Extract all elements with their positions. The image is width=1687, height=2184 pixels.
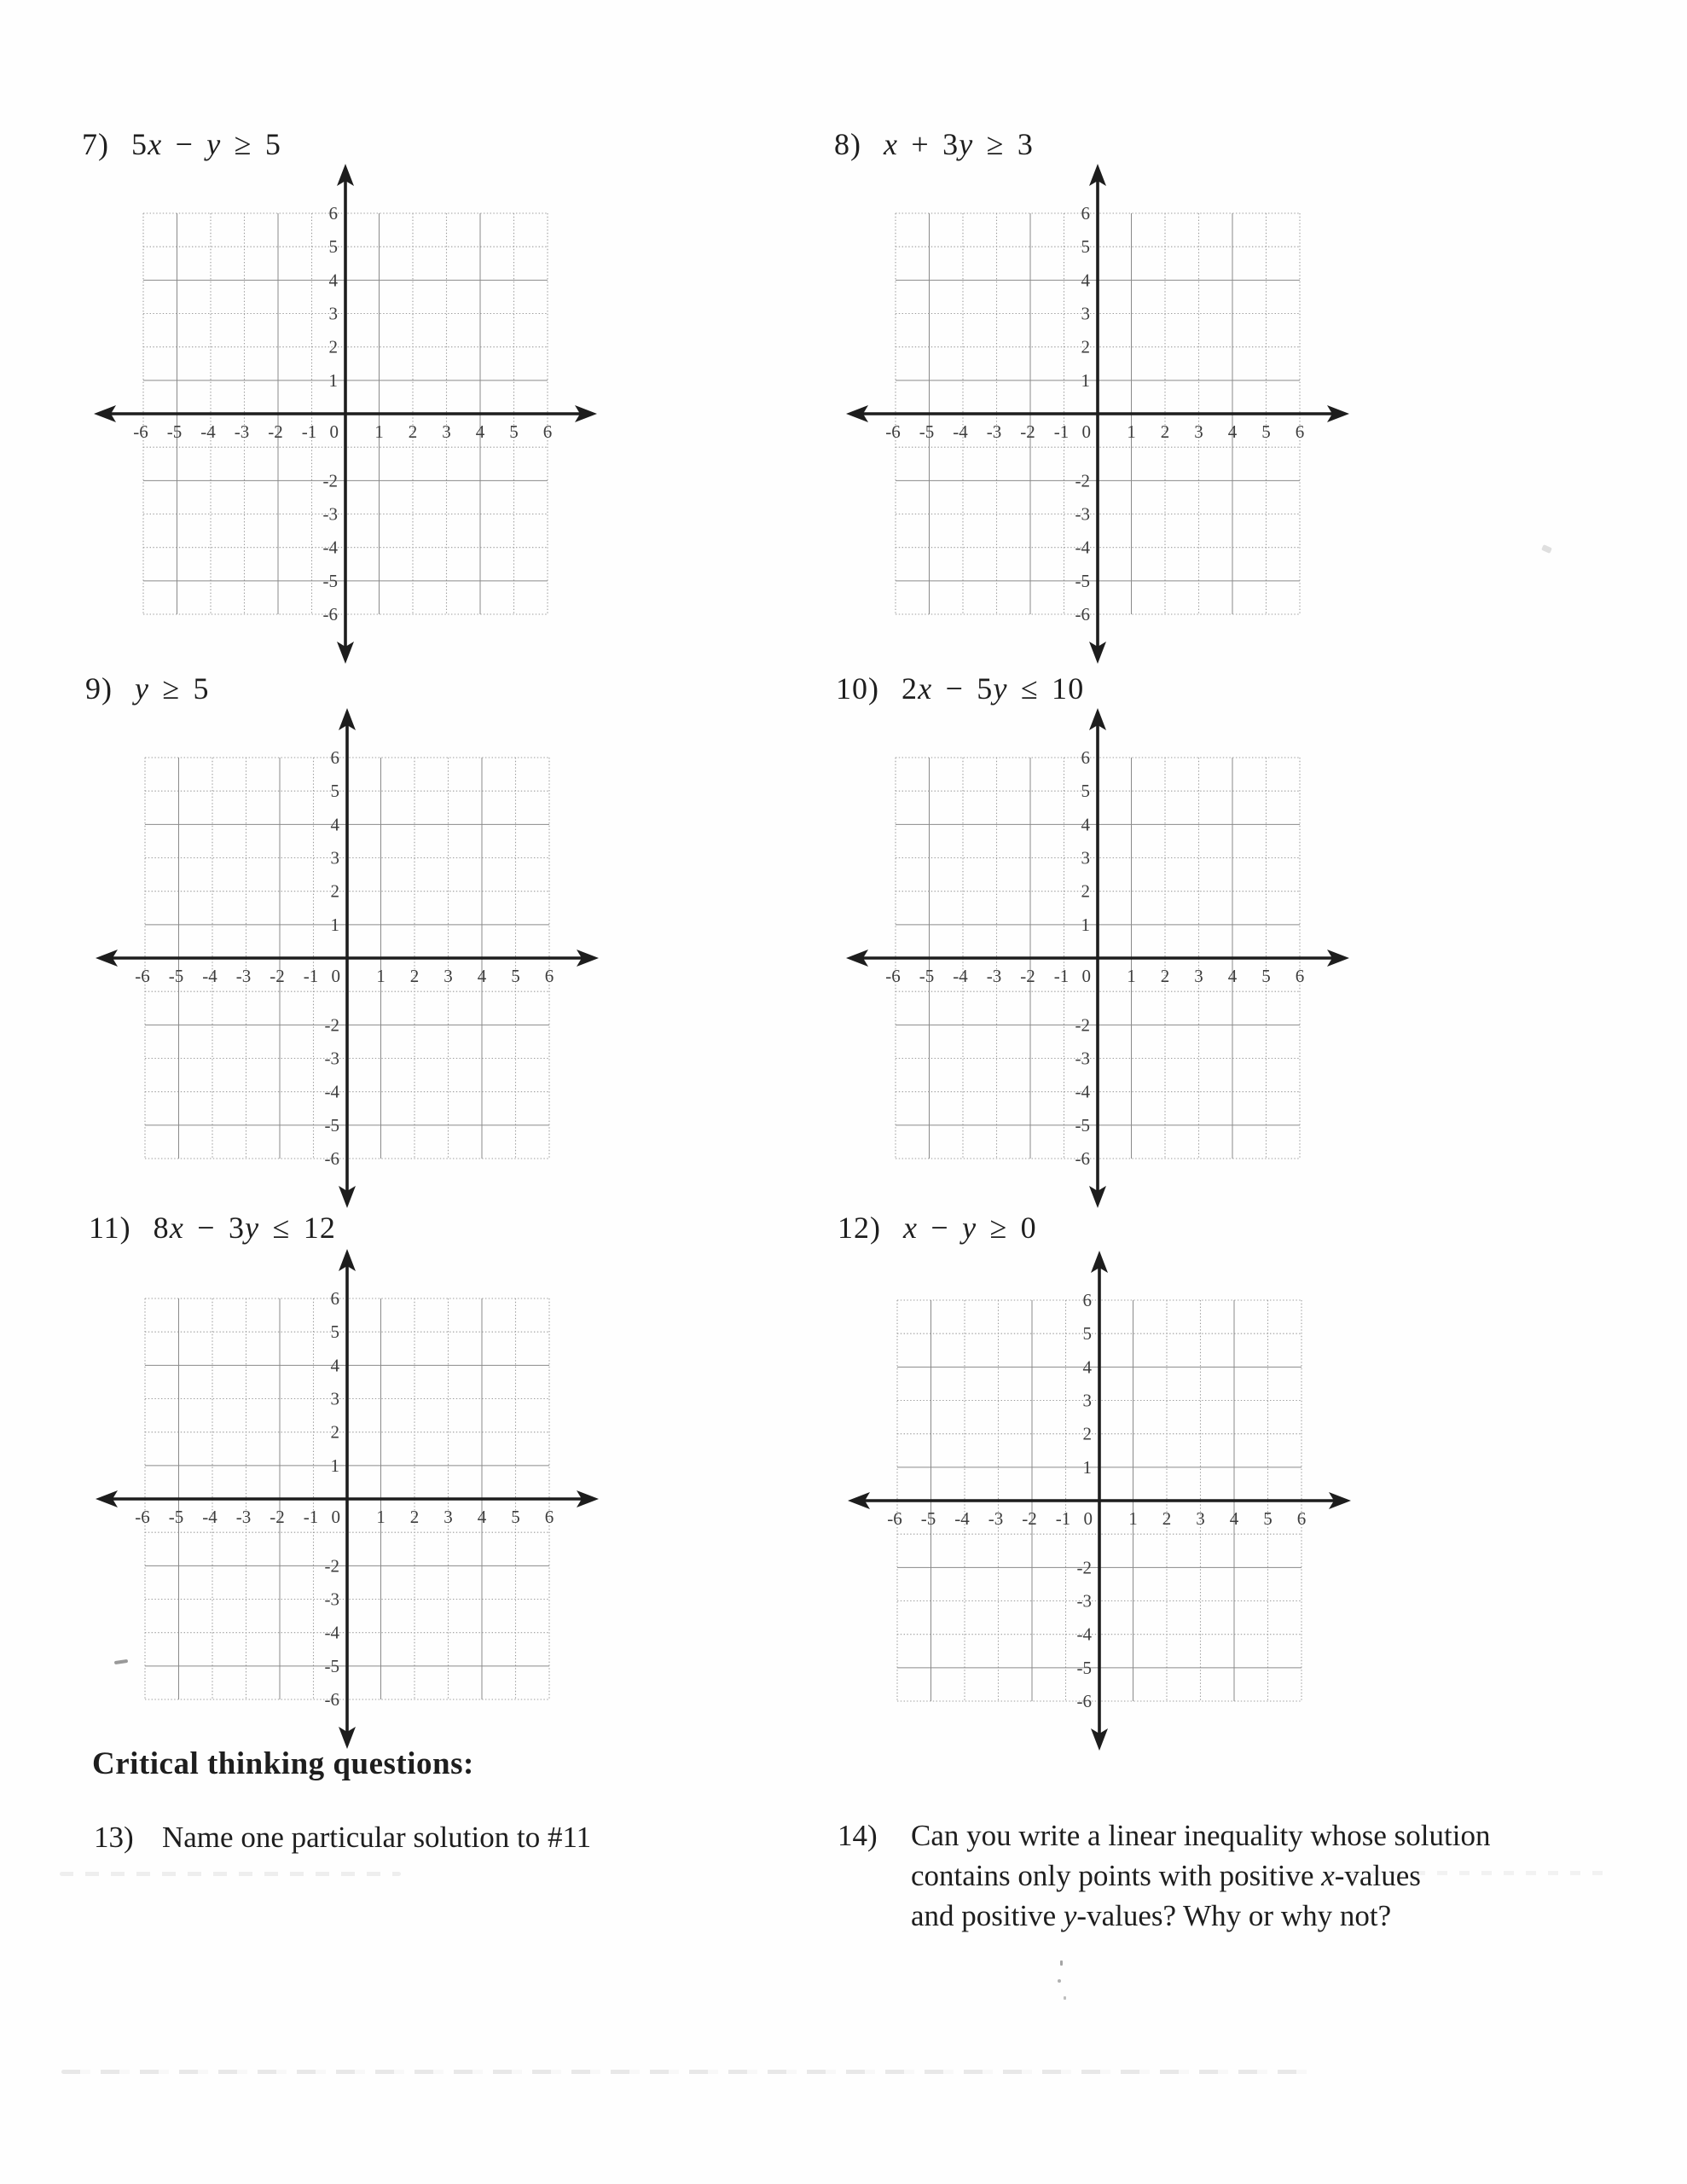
axis-tick-label: 0 <box>1081 421 1091 442</box>
axis-tick-label: -4 <box>953 421 968 442</box>
scan-artifact <box>1058 1979 1061 1983</box>
problem-number: 8) <box>834 127 861 161</box>
axis-tick-label: 5 <box>330 781 339 802</box>
axis-tick-label: -2 <box>1075 1014 1090 1036</box>
axis-tick-label: -1 <box>303 966 319 986</box>
axis-tick-label: 6 <box>330 746 339 768</box>
axis-tick-label: 3 <box>1194 966 1203 986</box>
critical-thinking-heading: Critical thinking questions: <box>92 1746 474 1781</box>
axis-tick-label: -3 <box>986 421 1002 442</box>
axis-tick-label: -6 <box>133 421 148 442</box>
axis-tick-label: 5 <box>1081 781 1090 802</box>
axis-tick-label: 4 <box>477 1507 487 1527</box>
axis-tick-label: 4 <box>477 966 487 986</box>
axis-tick-label: -5 <box>919 421 935 442</box>
scan-artifact <box>61 2070 1315 2074</box>
axis-tick-label: 2 <box>1162 1508 1172 1529</box>
axis-tick-label: -5 <box>322 570 338 591</box>
axis-tick-label: -4 <box>324 1081 339 1102</box>
axes <box>96 1249 599 1749</box>
axis-tick-label: 4 <box>1081 270 1090 291</box>
axis-tick-label: 3 <box>1082 1390 1092 1411</box>
axis-tick-label: 4 <box>328 270 338 291</box>
problem-equation: 5x − y ≥ 5 <box>131 127 282 161</box>
axis-tick-label: -5 <box>324 1655 339 1676</box>
axis-tick-label: 2 <box>330 880 339 902</box>
axis-tick-label: 3 <box>1081 847 1090 868</box>
axis-tick-label: -3 <box>1075 1048 1090 1069</box>
axis-tick-label: -2 <box>268 421 283 442</box>
axis-tick-label: 0 <box>1081 966 1091 986</box>
axis-tick-label: 1 <box>330 914 339 935</box>
axis-tick-label: 5 <box>511 1507 520 1527</box>
axis-tick-label: 6 <box>1296 1508 1307 1529</box>
question-number: 14) <box>838 1819 878 1852</box>
axis-tick-label: -4 <box>954 1508 970 1529</box>
axis-tick-label: 4 <box>1229 1508 1239 1529</box>
axis-tick-label: 2 <box>1081 880 1090 902</box>
axis-tick-label: 1 <box>330 1455 339 1476</box>
axis-tick-label: -3 <box>322 503 338 525</box>
question-line: Can you write a linear inequality whose solution <box>911 1819 1491 1852</box>
axis-tick-label: 6 <box>1081 746 1090 768</box>
axis-tick-label: 5 <box>1263 1508 1272 1529</box>
axis-tick-label: 1 <box>1128 1508 1138 1529</box>
axis-tick-label: -1 <box>303 1507 319 1527</box>
axis-tick-label: -5 <box>324 1114 339 1136</box>
axis-tick-label: 2 <box>1160 421 1170 442</box>
problem-equation: y ≥ 5 <box>135 671 210 706</box>
axis-tick-label: 0 <box>331 1507 340 1527</box>
scan-artifact <box>1060 1960 1063 1966</box>
problem-8-grid <box>843 157 1353 671</box>
axis-tick-label: 4 <box>1227 966 1238 986</box>
axis-tick-label: -6 <box>324 1689 339 1711</box>
axis-tick-label: -6 <box>1075 604 1090 625</box>
axis-tick-label: -6 <box>135 1507 150 1527</box>
axis-tick-label: 4 <box>1081 814 1090 835</box>
problem-equation: x + 3y ≥ 3 <box>884 127 1035 161</box>
axis-tick-label: -5 <box>168 966 184 986</box>
axes <box>848 1251 1351 1751</box>
axis-tick-label: -6 <box>1075 1148 1090 1170</box>
axis-tick-label: -1 <box>301 421 317 442</box>
axes <box>96 708 599 1208</box>
axis-tick-label: -2 <box>1075 470 1090 491</box>
axis-tick-label: -5 <box>1075 1114 1090 1136</box>
axis-tick-label: 1 <box>1127 421 1136 442</box>
problem-equation: x − y ≥ 0 <box>903 1211 1037 1245</box>
axis-tick-label: 5 <box>1261 966 1271 986</box>
axis-tick-label: 6 <box>1082 1289 1092 1310</box>
axis-tick-label: -5 <box>168 1507 184 1527</box>
axes <box>846 164 1349 664</box>
question-text: Name one particular solution to #11 <box>162 1821 592 1854</box>
axis-tick-label: 2 <box>1160 966 1170 986</box>
axis-tick-label: -5 <box>1075 570 1090 591</box>
problem-number: 7) <box>82 127 109 161</box>
axis-tick-label: 4 <box>330 1355 339 1376</box>
axis-tick-label: -3 <box>986 966 1002 986</box>
axis-tick-label: -5 <box>166 421 183 442</box>
axis-tick-label: -1 <box>1055 1508 1071 1529</box>
axis-tick-label: 3 <box>1196 1508 1205 1529</box>
axis-tick-label: 2 <box>409 966 420 986</box>
axis-tick-label: -3 <box>1075 503 1090 525</box>
axis-tick-label: 6 <box>544 966 554 986</box>
axis-tick-label: -2 <box>1022 1508 1037 1529</box>
axis-tick-label: 3 <box>442 421 451 442</box>
axis-tick-label: -2 <box>1076 1557 1092 1578</box>
axis-tick-label: -2 <box>270 966 285 986</box>
axis-tick-label: 3 <box>443 1507 453 1527</box>
axis-tick-label: 5 <box>509 421 519 442</box>
problem-11-grid <box>92 1242 602 1756</box>
problem-10-grid <box>843 701 1353 1215</box>
axis-tick-label: -3 <box>235 966 252 986</box>
axis-tick-label: 2 <box>408 421 418 442</box>
question-line: contains only points with positive x-values <box>911 1859 1421 1892</box>
axis-tick-label: 2 <box>1081 336 1090 357</box>
axis-tick-label: 2 <box>330 1421 339 1443</box>
problem-equation: 8x − 3y ≤ 12 <box>153 1211 337 1245</box>
axis-tick-label: 3 <box>1194 421 1203 442</box>
axis-tick-label: 0 <box>1083 1508 1093 1529</box>
axis-tick-label: -4 <box>202 966 217 986</box>
axis-tick-label: 5 <box>330 1321 339 1343</box>
axis-tick-label: 1 <box>1082 1456 1092 1478</box>
axis-tick-label: -4 <box>322 537 338 558</box>
axis-tick-label: 4 <box>1082 1356 1092 1378</box>
axis-tick-label: -4 <box>1075 1081 1090 1102</box>
axis-tick-label: 5 <box>511 966 520 986</box>
scan-artifact <box>1541 544 1552 554</box>
axis-tick-label: 0 <box>331 966 340 986</box>
axis-tick-label: -2 <box>1020 966 1035 986</box>
axis-tick-label: 6 <box>330 1287 339 1309</box>
axis-tick-label: -4 <box>200 421 216 442</box>
axis-tick-label: -2 <box>324 1555 339 1577</box>
axis-tick-label: -4 <box>202 1507 217 1527</box>
axis-tick-label: -6 <box>324 1148 339 1170</box>
axis-tick-label: 1 <box>328 369 338 391</box>
axis-tick-label: -4 <box>953 966 968 986</box>
axis-tick-label: -2 <box>324 1014 339 1036</box>
axis-tick-label: -2 <box>1020 421 1035 442</box>
axis-tick-label: 6 <box>1295 421 1305 442</box>
axis-tick-label: -1 <box>1053 421 1070 442</box>
axis-tick-label: -6 <box>885 966 901 986</box>
problem-12-label <box>838 1210 1037 1246</box>
axis-tick-label: -6 <box>887 1508 902 1529</box>
axis-tick-label: 6 <box>1081 202 1090 224</box>
axis-tick-label: 4 <box>475 421 485 442</box>
axis-tick-label: 1 <box>1081 369 1090 391</box>
problem-7-grid <box>90 157 600 671</box>
problem-number: 10) <box>836 671 879 706</box>
axis-tick-label: -4 <box>324 1622 339 1643</box>
question-line: and positive y-values? Why or why not? <box>911 1899 1392 1932</box>
axis-tick-label: 4 <box>330 814 339 835</box>
axis-tick-label: 6 <box>544 1507 554 1527</box>
axis-tick-label: -2 <box>322 470 338 491</box>
question-text <box>911 1815 1622 1936</box>
scan-artifact <box>60 1872 401 1876</box>
problem-equation: 2x − 5y ≤ 10 <box>901 671 1085 706</box>
axis-tick-label: 6 <box>328 202 338 224</box>
axis-tick-label: -3 <box>988 1508 1004 1529</box>
problem-11-label <box>89 1210 336 1246</box>
axis-tick-label: -3 <box>234 421 250 442</box>
axis-tick-label: 5 <box>1082 1323 1092 1345</box>
axis-tick-label: 6 <box>542 421 553 442</box>
axis-tick-label: -2 <box>270 1507 285 1527</box>
axes <box>846 708 1349 1208</box>
question-14 <box>838 1815 1622 1936</box>
axis-tick-label: 6 <box>1295 966 1305 986</box>
axis-tick-label: -6 <box>322 604 338 625</box>
axis-tick-label: 5 <box>328 236 338 258</box>
axis-tick-label: -5 <box>919 966 935 986</box>
problem-number: 11) <box>89 1211 131 1245</box>
axis-tick-label: 1 <box>376 1507 386 1527</box>
axis-tick-label: -4 <box>1076 1623 1092 1645</box>
axis-tick-label: -5 <box>920 1508 936 1529</box>
axis-tick-label: 3 <box>328 303 338 324</box>
axis-tick-label: 1 <box>1081 914 1090 935</box>
axis-tick-label: 0 <box>329 421 339 442</box>
axis-tick-label: 1 <box>376 966 386 986</box>
axis-tick-label: 5 <box>1081 236 1090 258</box>
question-number: 13) <box>94 1821 134 1854</box>
axis-tick-label: 3 <box>443 966 453 986</box>
axes <box>94 164 597 664</box>
scan-artifact <box>1064 1996 1066 2000</box>
axis-tick-label: 3 <box>330 847 339 868</box>
axis-tick-label: 1 <box>1127 966 1136 986</box>
axis-tick-label: -1 <box>1053 966 1070 986</box>
axis-tick-label: 2 <box>328 336 338 357</box>
axis-tick-label: -4 <box>1075 537 1090 558</box>
axis-tick-label: -3 <box>1076 1590 1092 1612</box>
axis-tick-label: 4 <box>1227 421 1238 442</box>
axis-tick-label: -5 <box>1076 1657 1092 1678</box>
problem-number: 9) <box>85 671 113 706</box>
axis-tick-label: -6 <box>135 966 150 986</box>
axis-tick-label: 2 <box>1082 1423 1092 1444</box>
axis-tick-label: -6 <box>1076 1691 1092 1712</box>
axis-tick-label: 3 <box>330 1388 339 1409</box>
axis-tick-label: -3 <box>324 1048 339 1069</box>
axis-tick-label: -6 <box>885 421 901 442</box>
question-13 <box>94 1817 591 1857</box>
axis-tick-label: 3 <box>1081 303 1090 324</box>
axis-tick-label: 1 <box>374 421 384 442</box>
axis-tick-label: -3 <box>324 1589 339 1610</box>
problem-9-grid <box>92 701 602 1215</box>
axis-tick-label: -3 <box>235 1507 252 1527</box>
axis-tick-label: 5 <box>1261 421 1271 442</box>
axis-tick-label: 2 <box>409 1507 420 1527</box>
problem-number: 12) <box>838 1211 881 1245</box>
problem-12-grid <box>844 1244 1354 1757</box>
